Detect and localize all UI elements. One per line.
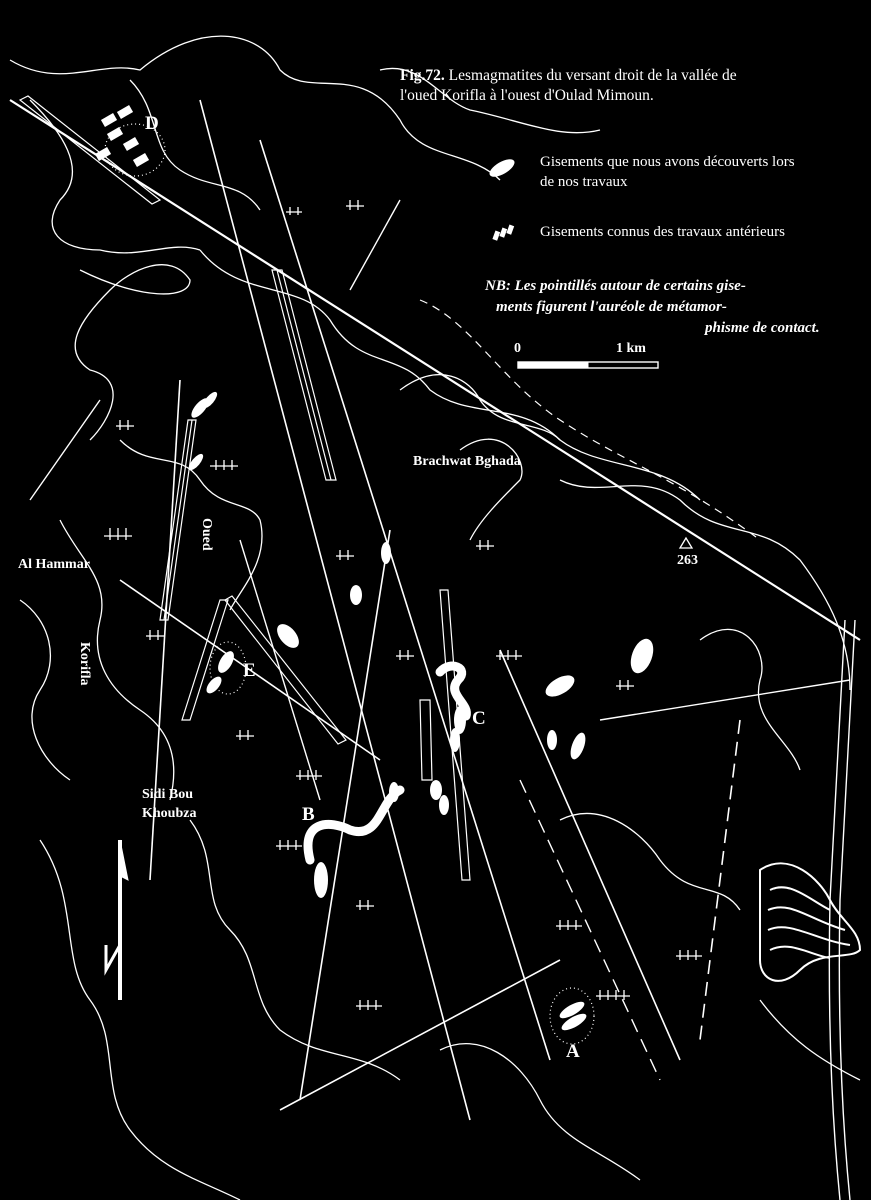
legend-symbols bbox=[487, 156, 517, 241]
deposit-sinuous-bodies bbox=[308, 666, 466, 860]
deposit-label-a: A bbox=[566, 1041, 580, 1062]
caption-line-1: Lesmagmatites du versant droit de la vallée de bbox=[448, 67, 737, 84]
deposit-label-c: C bbox=[472, 708, 486, 729]
river-label-oued: Oued bbox=[199, 518, 214, 551]
contact-aureoles bbox=[105, 124, 594, 1044]
place-sidi-bou-line-1: Sidi Bou bbox=[142, 787, 193, 802]
new-deposit-symbol bbox=[487, 156, 517, 180]
fault-lines bbox=[10, 100, 860, 1200]
legend-known-deposits: Gisements connus des travaux antérieurs bbox=[540, 224, 785, 240]
elevation-label: 263 bbox=[677, 553, 698, 568]
scale-start: 0 bbox=[514, 341, 521, 356]
striped-zone bbox=[760, 863, 860, 980]
structural-ticks bbox=[104, 200, 702, 1010]
place-sidi-bou-line-2: Khoubza bbox=[142, 806, 197, 821]
place-brachwat-bghada: Brachwat Bghada bbox=[413, 454, 521, 469]
figure-number: Fig.72. bbox=[400, 67, 445, 84]
scale-bar bbox=[518, 362, 658, 368]
known-deposits-hatched bbox=[95, 105, 149, 167]
triangle-icon bbox=[680, 538, 692, 548]
deposit-label-d: D bbox=[145, 113, 159, 134]
legend-new-deposits: Gisements que nous avons découverts lors de nos travaux bbox=[540, 154, 795, 190]
river-label-korifla: Korifla bbox=[77, 642, 92, 686]
north-arrow-icon bbox=[106, 840, 128, 1000]
known-deposit-symbol bbox=[492, 231, 500, 241]
dike-bands bbox=[20, 96, 470, 880]
nb-line-2: ments figurent l'auréole de métamor- bbox=[496, 299, 727, 315]
nb-line-3: phisme de contact. bbox=[705, 320, 820, 336]
place-al-hammar: Al Hammar bbox=[18, 557, 90, 572]
nb-line-1: NB: Les pointillés autour de certains gise- bbox=[485, 278, 746, 294]
scale-end: 1 km bbox=[616, 341, 646, 356]
contour-lines bbox=[10, 36, 860, 1200]
deposit-label-e: E bbox=[243, 660, 256, 681]
figure-caption bbox=[400, 66, 737, 106]
caption-line-2: l'oued Korifla à l'ouest d'Oulad Mimoun. bbox=[400, 87, 654, 104]
deposit-label-b: B bbox=[302, 804, 315, 825]
